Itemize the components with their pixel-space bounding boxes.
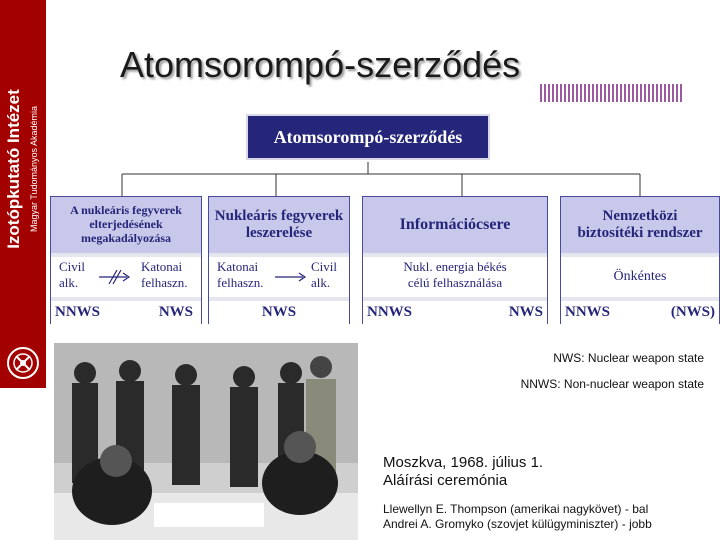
caption-person-left: Llewellyn E. Thompson (amerikai nagykövet) - bal: [383, 502, 649, 516]
treaty-diagram: [50, 110, 720, 326]
not-arrow-icon: [97, 267, 133, 287]
column-footer: NWS: [209, 301, 349, 325]
academy-name: Magyar Tudományos Akadémia: [29, 105, 39, 233]
title-decoration: [540, 84, 684, 102]
column-body: Önkéntes: [561, 257, 719, 297]
column-header: A nukleáris fegyverek elterjedésének megakadályozása: [51, 197, 201, 253]
column-footer: NNWS NWS: [363, 301, 547, 325]
column-header: Nukleáris fegyverek leszerelése: [209, 197, 349, 253]
column-footer: NNWS (NWS): [561, 301, 719, 325]
column-non-proliferation: [50, 196, 202, 324]
column-body: Nukl. energia békés célú felhasználása: [363, 257, 547, 297]
photo-caption: [383, 454, 543, 490]
column-footer: NNWS NWS: [51, 301, 201, 325]
caption-person-right: Andrei A. Gromyko (szovjet külügyminiszter) - jobb: [383, 517, 652, 531]
photo-credits: [383, 502, 652, 532]
column-body: Katonai felhaszn. Civil alk.: [209, 257, 349, 297]
arrow-icon: [273, 267, 309, 287]
legend-nnws: NNWS: Non-nuclear weapon state: [520, 377, 704, 391]
column-information-exchange: [362, 196, 548, 324]
signing-ceremony-photo: [54, 343, 358, 540]
institute-name: Izotópkutató Intézet: [4, 89, 23, 249]
treaty-box: Atomsorompó-szerződés: [246, 114, 490, 160]
column-body: Civil alk. Katonai felhaszn.: [51, 257, 201, 297]
legend-nws: NWS: Nuclear weapon state: [553, 351, 704, 365]
page-title: Atomsorompó-szerződés: [120, 44, 521, 85]
sidebar: [0, 0, 46, 388]
column-safeguards: [560, 196, 720, 324]
column-disarmament: [208, 196, 350, 324]
institute-logo-icon: [6, 344, 40, 382]
caption-place-date: Moszkva, 1968. július 1.: [383, 454, 544, 471]
column-header: Információcsere: [363, 197, 547, 253]
caption-event: Aláírási ceremónia: [383, 472, 508, 489]
column-header: Nemzetközi biztosítéki rendszer: [561, 197, 719, 253]
